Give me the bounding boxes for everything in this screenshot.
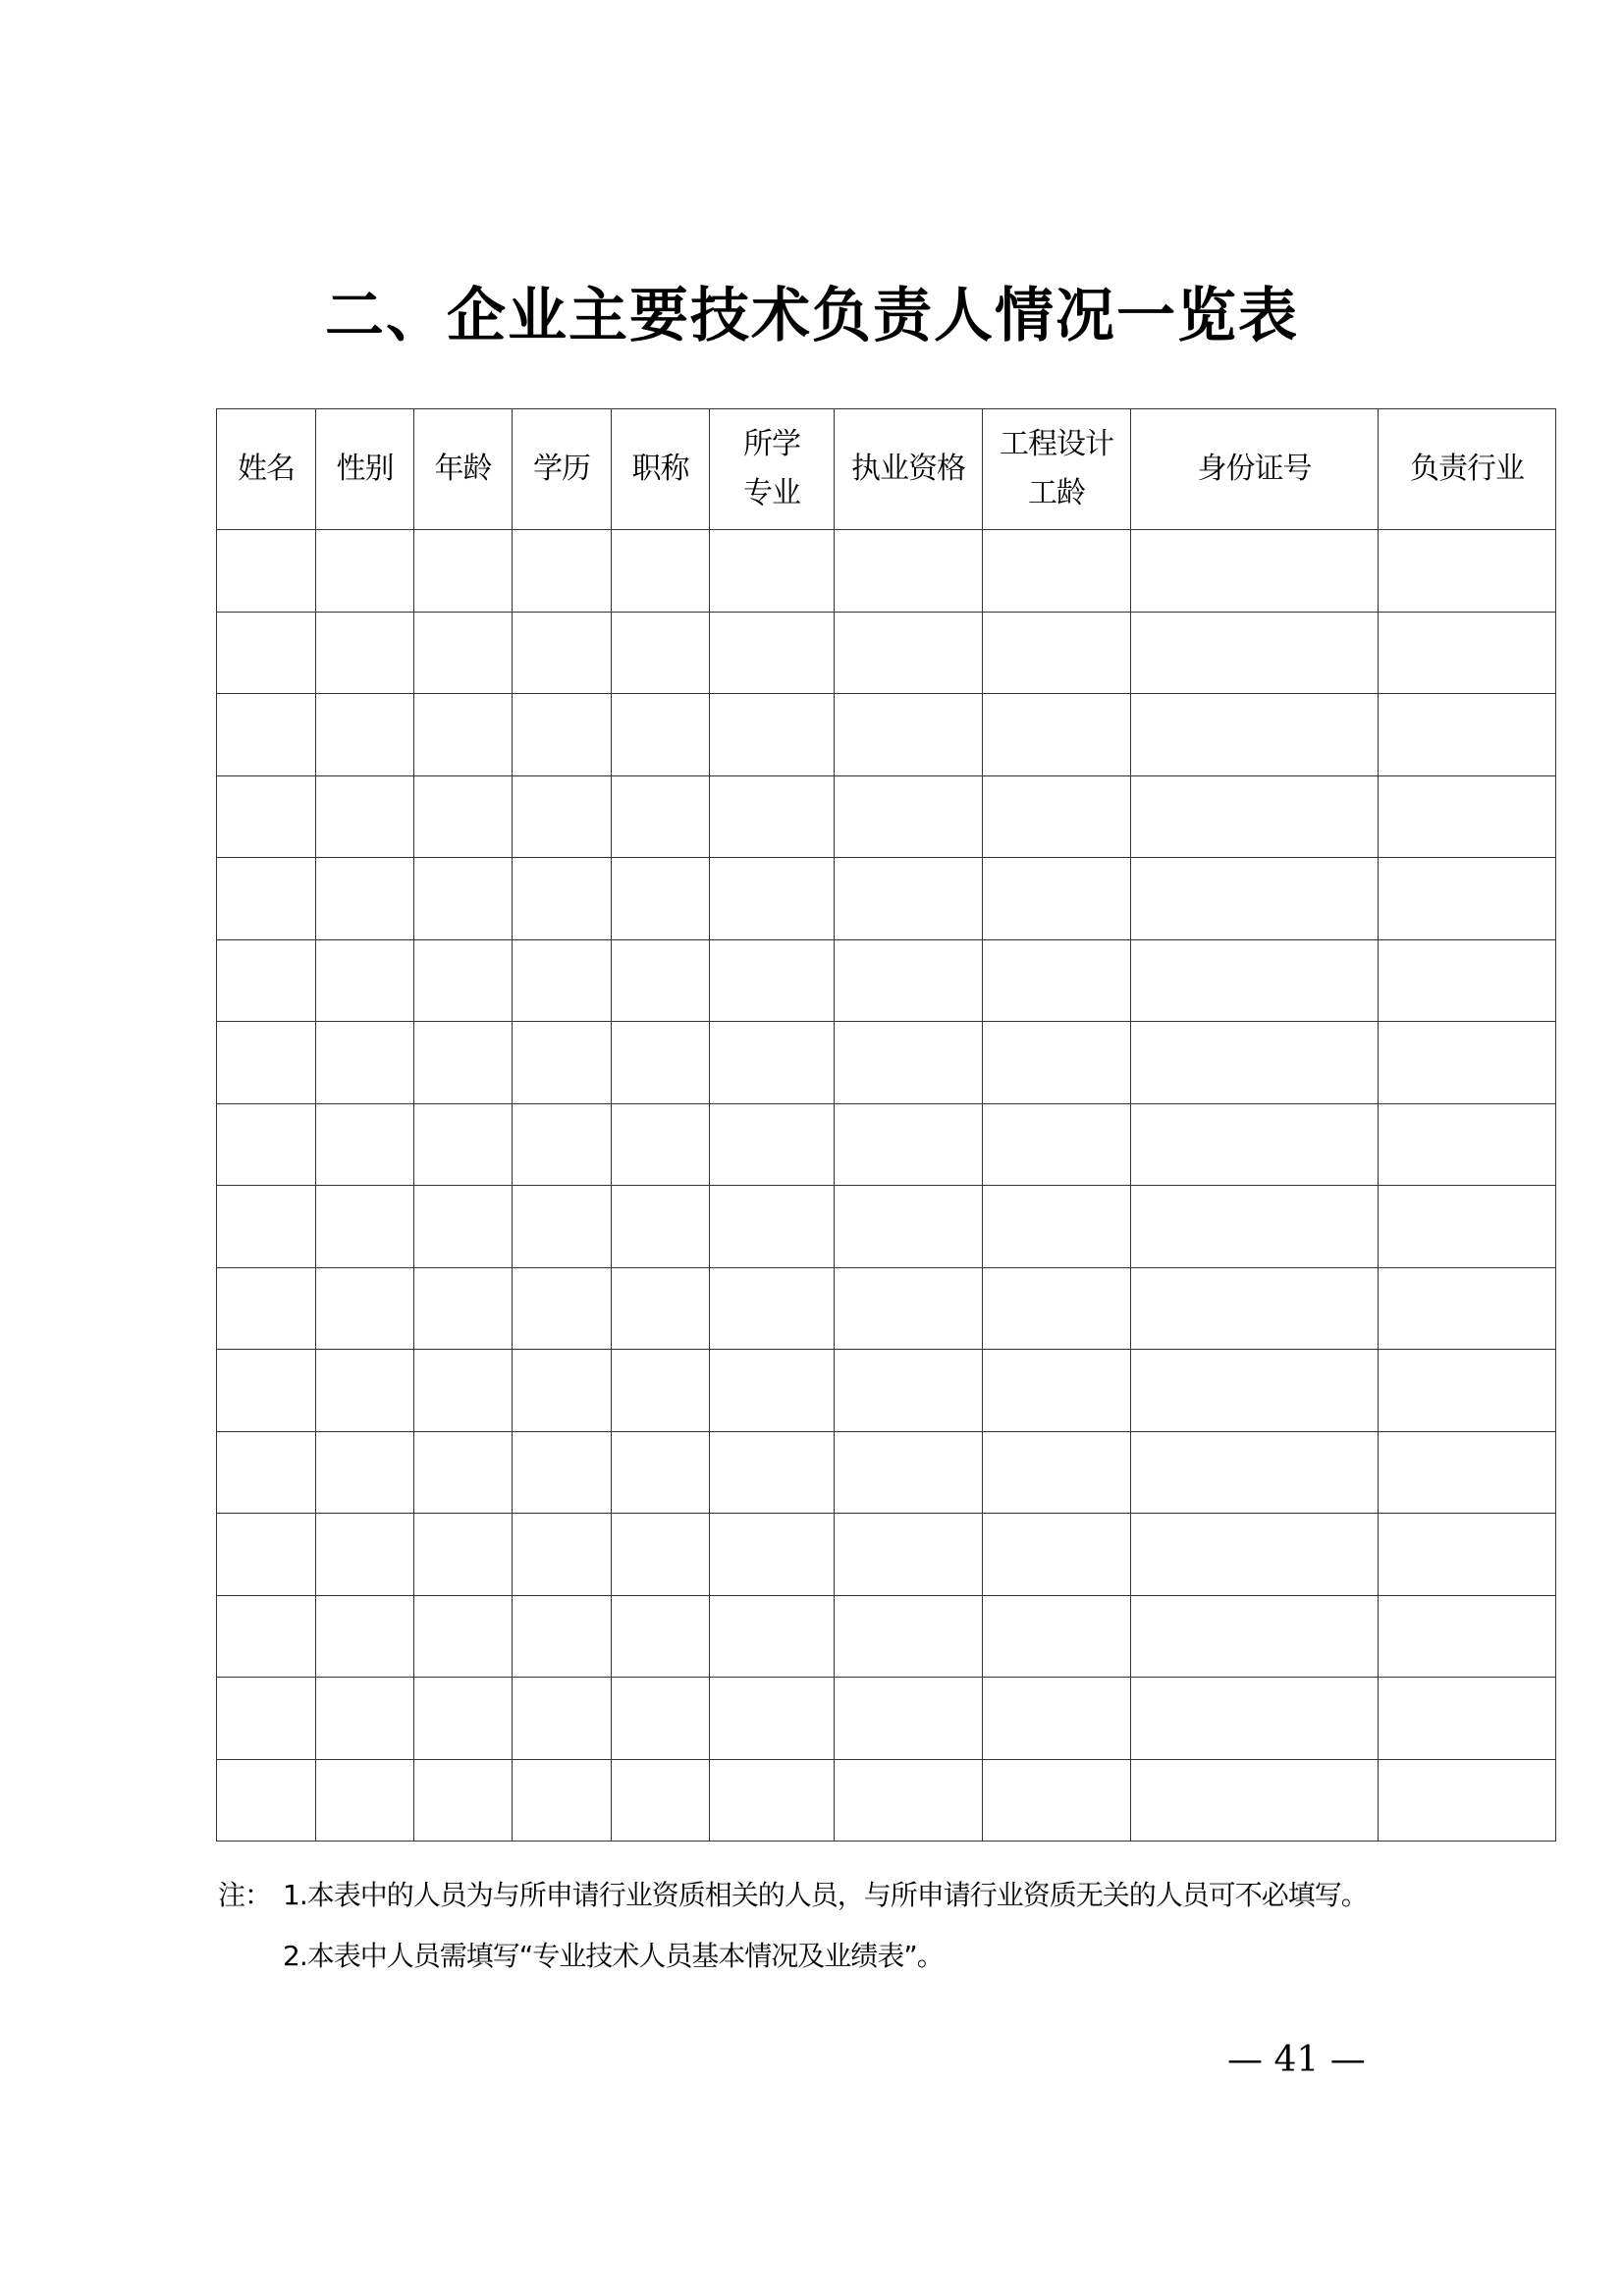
table-cell[interactable] <box>414 1595 513 1678</box>
table-cell[interactable] <box>835 939 983 1022</box>
page-number: — 41 — <box>1227 2040 1366 2080</box>
table-cell[interactable] <box>983 1431 1131 1514</box>
table-cell[interactable] <box>414 858 513 940</box>
header-name: 姓名 <box>217 409 316 530</box>
table-cell[interactable] <box>1131 1678 1379 1760</box>
table-cell[interactable] <box>612 775 710 858</box>
table-cell[interactable] <box>710 1022 835 1104</box>
note-label: 注： <box>218 1879 272 1911</box>
table-cell[interactable] <box>217 1431 316 1514</box>
table-cell[interactable] <box>710 1350 835 1432</box>
table-cell[interactable] <box>710 1267 835 1350</box>
table-cell[interactable] <box>1131 1103 1379 1186</box>
table-cell[interactable] <box>316 775 414 858</box>
table-row <box>217 694 1556 776</box>
table-cell[interactable] <box>217 1022 316 1104</box>
table-cell[interactable] <box>710 530 835 613</box>
table-row <box>217 1186 1556 1268</box>
table-cell[interactable] <box>217 775 316 858</box>
table-cell[interactable] <box>217 694 316 776</box>
table-cell[interactable] <box>983 1103 1131 1186</box>
table-cell[interactable] <box>316 1186 414 1268</box>
table-cell[interactable] <box>983 1186 1131 1268</box>
table-cell[interactable] <box>612 1514 710 1596</box>
table-cell[interactable] <box>316 694 414 776</box>
table-header-row <box>217 409 1556 530</box>
table-row <box>217 1350 1556 1432</box>
table-cell[interactable] <box>217 858 316 940</box>
table-cell[interactable] <box>835 1350 983 1432</box>
table-cell[interactable] <box>612 1678 710 1760</box>
table-cell[interactable] <box>983 1267 1131 1350</box>
table-cell[interactable] <box>983 1759 1131 1842</box>
table-cell[interactable] <box>710 1514 835 1596</box>
table-cell[interactable] <box>1131 775 1379 858</box>
header-age: 年龄 <box>414 409 513 530</box>
table-cell[interactable] <box>414 1022 513 1104</box>
table-cell[interactable] <box>513 1759 612 1842</box>
table-row <box>217 1514 1556 1596</box>
table-cell[interactable] <box>1379 939 1556 1022</box>
table-cell[interactable] <box>217 1759 316 1842</box>
table-cell[interactable] <box>513 1514 612 1596</box>
table-row <box>217 939 1556 1022</box>
table-cell[interactable] <box>835 1267 983 1350</box>
table-cell[interactable] <box>1131 612 1379 694</box>
table-cell[interactable] <box>1131 1267 1379 1350</box>
table-cell[interactable] <box>1379 1514 1556 1596</box>
page-title: 二、企业主要技术负责人情况一览表 <box>325 282 1299 350</box>
table-cell[interactable] <box>414 1678 513 1760</box>
table-cell[interactable] <box>316 858 414 940</box>
table-row <box>217 1431 1556 1514</box>
table-cell[interactable] <box>612 694 710 776</box>
table-cell[interactable] <box>414 775 513 858</box>
table-row <box>217 1678 1556 1760</box>
table-cell[interactable] <box>835 1678 983 1760</box>
table-cell[interactable] <box>513 1595 612 1678</box>
table-cell[interactable] <box>983 694 1131 776</box>
header-id-number: 身份证号 <box>1131 409 1379 530</box>
table-cell[interactable] <box>316 612 414 694</box>
table-cell[interactable] <box>414 1759 513 1842</box>
table-cell[interactable] <box>414 1186 513 1268</box>
table-cell[interactable] <box>835 1595 983 1678</box>
table-cell[interactable] <box>1379 612 1556 694</box>
table-cell[interactable] <box>983 1022 1131 1104</box>
table-cell[interactable] <box>612 1186 710 1268</box>
table-cell[interactable] <box>217 1514 316 1596</box>
header-gender: 性别 <box>316 409 414 530</box>
table-cell[interactable] <box>983 1514 1131 1596</box>
table-cell[interactable] <box>1131 1350 1379 1432</box>
table-cell[interactable] <box>710 858 835 940</box>
table-cell[interactable] <box>835 1759 983 1842</box>
table-cell[interactable] <box>513 858 612 940</box>
table-cell[interactable] <box>217 612 316 694</box>
table-cell[interactable] <box>835 1186 983 1268</box>
table-cell[interactable] <box>1379 694 1556 776</box>
table-cell[interactable] <box>983 530 1131 613</box>
table-cell[interactable] <box>1379 1678 1556 1760</box>
table-cell[interactable] <box>710 694 835 776</box>
table-cell[interactable] <box>710 1678 835 1760</box>
table-cell[interactable] <box>710 1186 835 1268</box>
table-cell[interactable] <box>316 939 414 1022</box>
table-cell[interactable] <box>316 1103 414 1186</box>
table-row <box>217 1267 1556 1350</box>
table-cell[interactable] <box>710 1595 835 1678</box>
table-cell[interactable] <box>513 939 612 1022</box>
table-cell[interactable] <box>1131 1431 1379 1514</box>
table-cell[interactable] <box>513 1103 612 1186</box>
technical-leaders-table <box>216 408 1556 1842</box>
table-cell[interactable] <box>316 530 414 613</box>
table-cell[interactable] <box>1379 1103 1556 1186</box>
table-cell[interactable] <box>710 775 835 858</box>
table-cell[interactable] <box>612 939 710 1022</box>
table-cell[interactable] <box>835 694 983 776</box>
table-cell[interactable] <box>1131 694 1379 776</box>
table-cell[interactable] <box>1131 1759 1379 1842</box>
table-cell[interactable] <box>835 858 983 940</box>
table-cell[interactable] <box>414 1267 513 1350</box>
table-cell[interactable] <box>983 775 1131 858</box>
table-cell[interactable] <box>513 530 612 613</box>
table-cell[interactable] <box>414 694 513 776</box>
table-cell[interactable] <box>217 1350 316 1432</box>
table-cell[interactable] <box>414 530 513 613</box>
table-cell[interactable] <box>217 1678 316 1760</box>
table-cell[interactable] <box>983 1678 1131 1760</box>
table-cell[interactable] <box>835 530 983 613</box>
table-cell[interactable] <box>1131 939 1379 1022</box>
header-industry: 负责行业 <box>1379 409 1556 530</box>
table-cell[interactable] <box>612 612 710 694</box>
table-cell[interactable] <box>1131 1022 1379 1104</box>
table-cell[interactable] <box>513 1350 612 1432</box>
table-row <box>217 1595 1556 1678</box>
table-cell[interactable] <box>1131 1595 1379 1678</box>
table-cell[interactable] <box>414 939 513 1022</box>
table-cell[interactable] <box>710 1759 835 1842</box>
table-cell[interactable] <box>710 612 835 694</box>
notes <box>218 1865 1368 1987</box>
table-cell[interactable] <box>1131 1514 1379 1596</box>
table-cell[interactable] <box>316 1514 414 1596</box>
table-cell[interactable] <box>835 775 983 858</box>
table-cell[interactable] <box>983 1350 1131 1432</box>
table-cell[interactable] <box>316 1431 414 1514</box>
table-cell[interactable] <box>612 1022 710 1104</box>
table-row <box>217 1759 1556 1842</box>
table-cell[interactable] <box>835 1103 983 1186</box>
header-title: 职称 <box>612 409 710 530</box>
table-cell[interactable] <box>1379 775 1556 858</box>
table-body <box>217 530 1556 1842</box>
table-cell[interactable] <box>612 1350 710 1432</box>
table-row <box>217 612 1556 694</box>
table-cell[interactable] <box>513 1431 612 1514</box>
table-cell[interactable] <box>1379 1431 1556 1514</box>
table-cell[interactable] <box>1379 1595 1556 1678</box>
header-design-years: 工程设计 工龄 <box>983 409 1131 530</box>
table-cell[interactable] <box>513 612 612 694</box>
note-item: 2.本表中人员需填写“专业技术人员基本情况及业绩表”。 <box>283 1940 944 1972</box>
table-row <box>217 1022 1556 1104</box>
table-cell[interactable] <box>1379 1350 1556 1432</box>
table-cell[interactable] <box>612 1103 710 1186</box>
table-cell[interactable] <box>316 1022 414 1104</box>
table-cell[interactable] <box>316 1759 414 1842</box>
table-cell[interactable] <box>316 1595 414 1678</box>
table-cell[interactable] <box>612 1267 710 1350</box>
table-cell[interactable] <box>414 1431 513 1514</box>
table-cell[interactable] <box>612 530 710 613</box>
table-cell[interactable] <box>513 775 612 858</box>
table-cell[interactable] <box>217 1595 316 1678</box>
table-cell[interactable] <box>513 1186 612 1268</box>
table-cell[interactable] <box>612 1759 710 1842</box>
table-cell[interactable] <box>612 858 710 940</box>
header-major: 所学 专业 <box>710 409 835 530</box>
header-education: 学历 <box>513 409 612 530</box>
table-cell[interactable] <box>1379 1267 1556 1350</box>
table-cell[interactable] <box>414 1514 513 1596</box>
table-cell[interactable] <box>983 939 1131 1022</box>
table-cell[interactable] <box>835 1514 983 1596</box>
table-cell[interactable] <box>1379 1759 1556 1842</box>
table-cell[interactable] <box>710 1431 835 1514</box>
table-row <box>217 858 1556 940</box>
header-qualification: 执业资格 <box>835 409 983 530</box>
table-cell[interactable] <box>1379 1022 1556 1104</box>
table-cell[interactable] <box>612 1595 710 1678</box>
table-cell[interactable] <box>513 1267 612 1350</box>
table-cell[interactable] <box>513 694 612 776</box>
table-cell[interactable] <box>1131 1186 1379 1268</box>
table-cell[interactable] <box>1379 858 1556 940</box>
table-cell[interactable] <box>316 1350 414 1432</box>
table-cell[interactable] <box>1379 1186 1556 1268</box>
table-cell[interactable] <box>612 1431 710 1514</box>
table-row <box>217 1103 1556 1186</box>
table-cell[interactable] <box>983 1595 1131 1678</box>
table-cell[interactable] <box>835 612 983 694</box>
table-cell[interactable] <box>983 858 1131 940</box>
table-row <box>217 775 1556 858</box>
table-cell[interactable] <box>513 1678 612 1760</box>
table-cell[interactable] <box>513 1022 612 1104</box>
note-item: 注： 1.本表中的人员为与所申请行业资质相关的人员，与所申请行业资质无关的人员可不必填写。 <box>218 1865 1368 1926</box>
table-cell[interactable] <box>835 1431 983 1514</box>
table-cell[interactable] <box>217 1186 316 1268</box>
table-cell[interactable] <box>1131 530 1379 613</box>
table-cell[interactable] <box>217 939 316 1022</box>
table-cell[interactable] <box>983 612 1131 694</box>
table-cell[interactable] <box>414 612 513 694</box>
table-cell[interactable] <box>414 1103 513 1186</box>
table-cell[interactable] <box>316 1678 414 1760</box>
table-cell[interactable] <box>835 1022 983 1104</box>
table-row <box>217 530 1556 613</box>
table-cell[interactable] <box>414 1350 513 1432</box>
table-cell[interactable] <box>710 1103 835 1186</box>
table-cell[interactable] <box>1131 858 1379 940</box>
table-cell[interactable] <box>217 530 316 613</box>
table-cell[interactable] <box>710 939 835 1022</box>
table-cell[interactable] <box>1379 530 1556 613</box>
table-cell[interactable] <box>316 1267 414 1350</box>
table-cell[interactable] <box>217 1103 316 1186</box>
table-cell[interactable] <box>217 1267 316 1350</box>
